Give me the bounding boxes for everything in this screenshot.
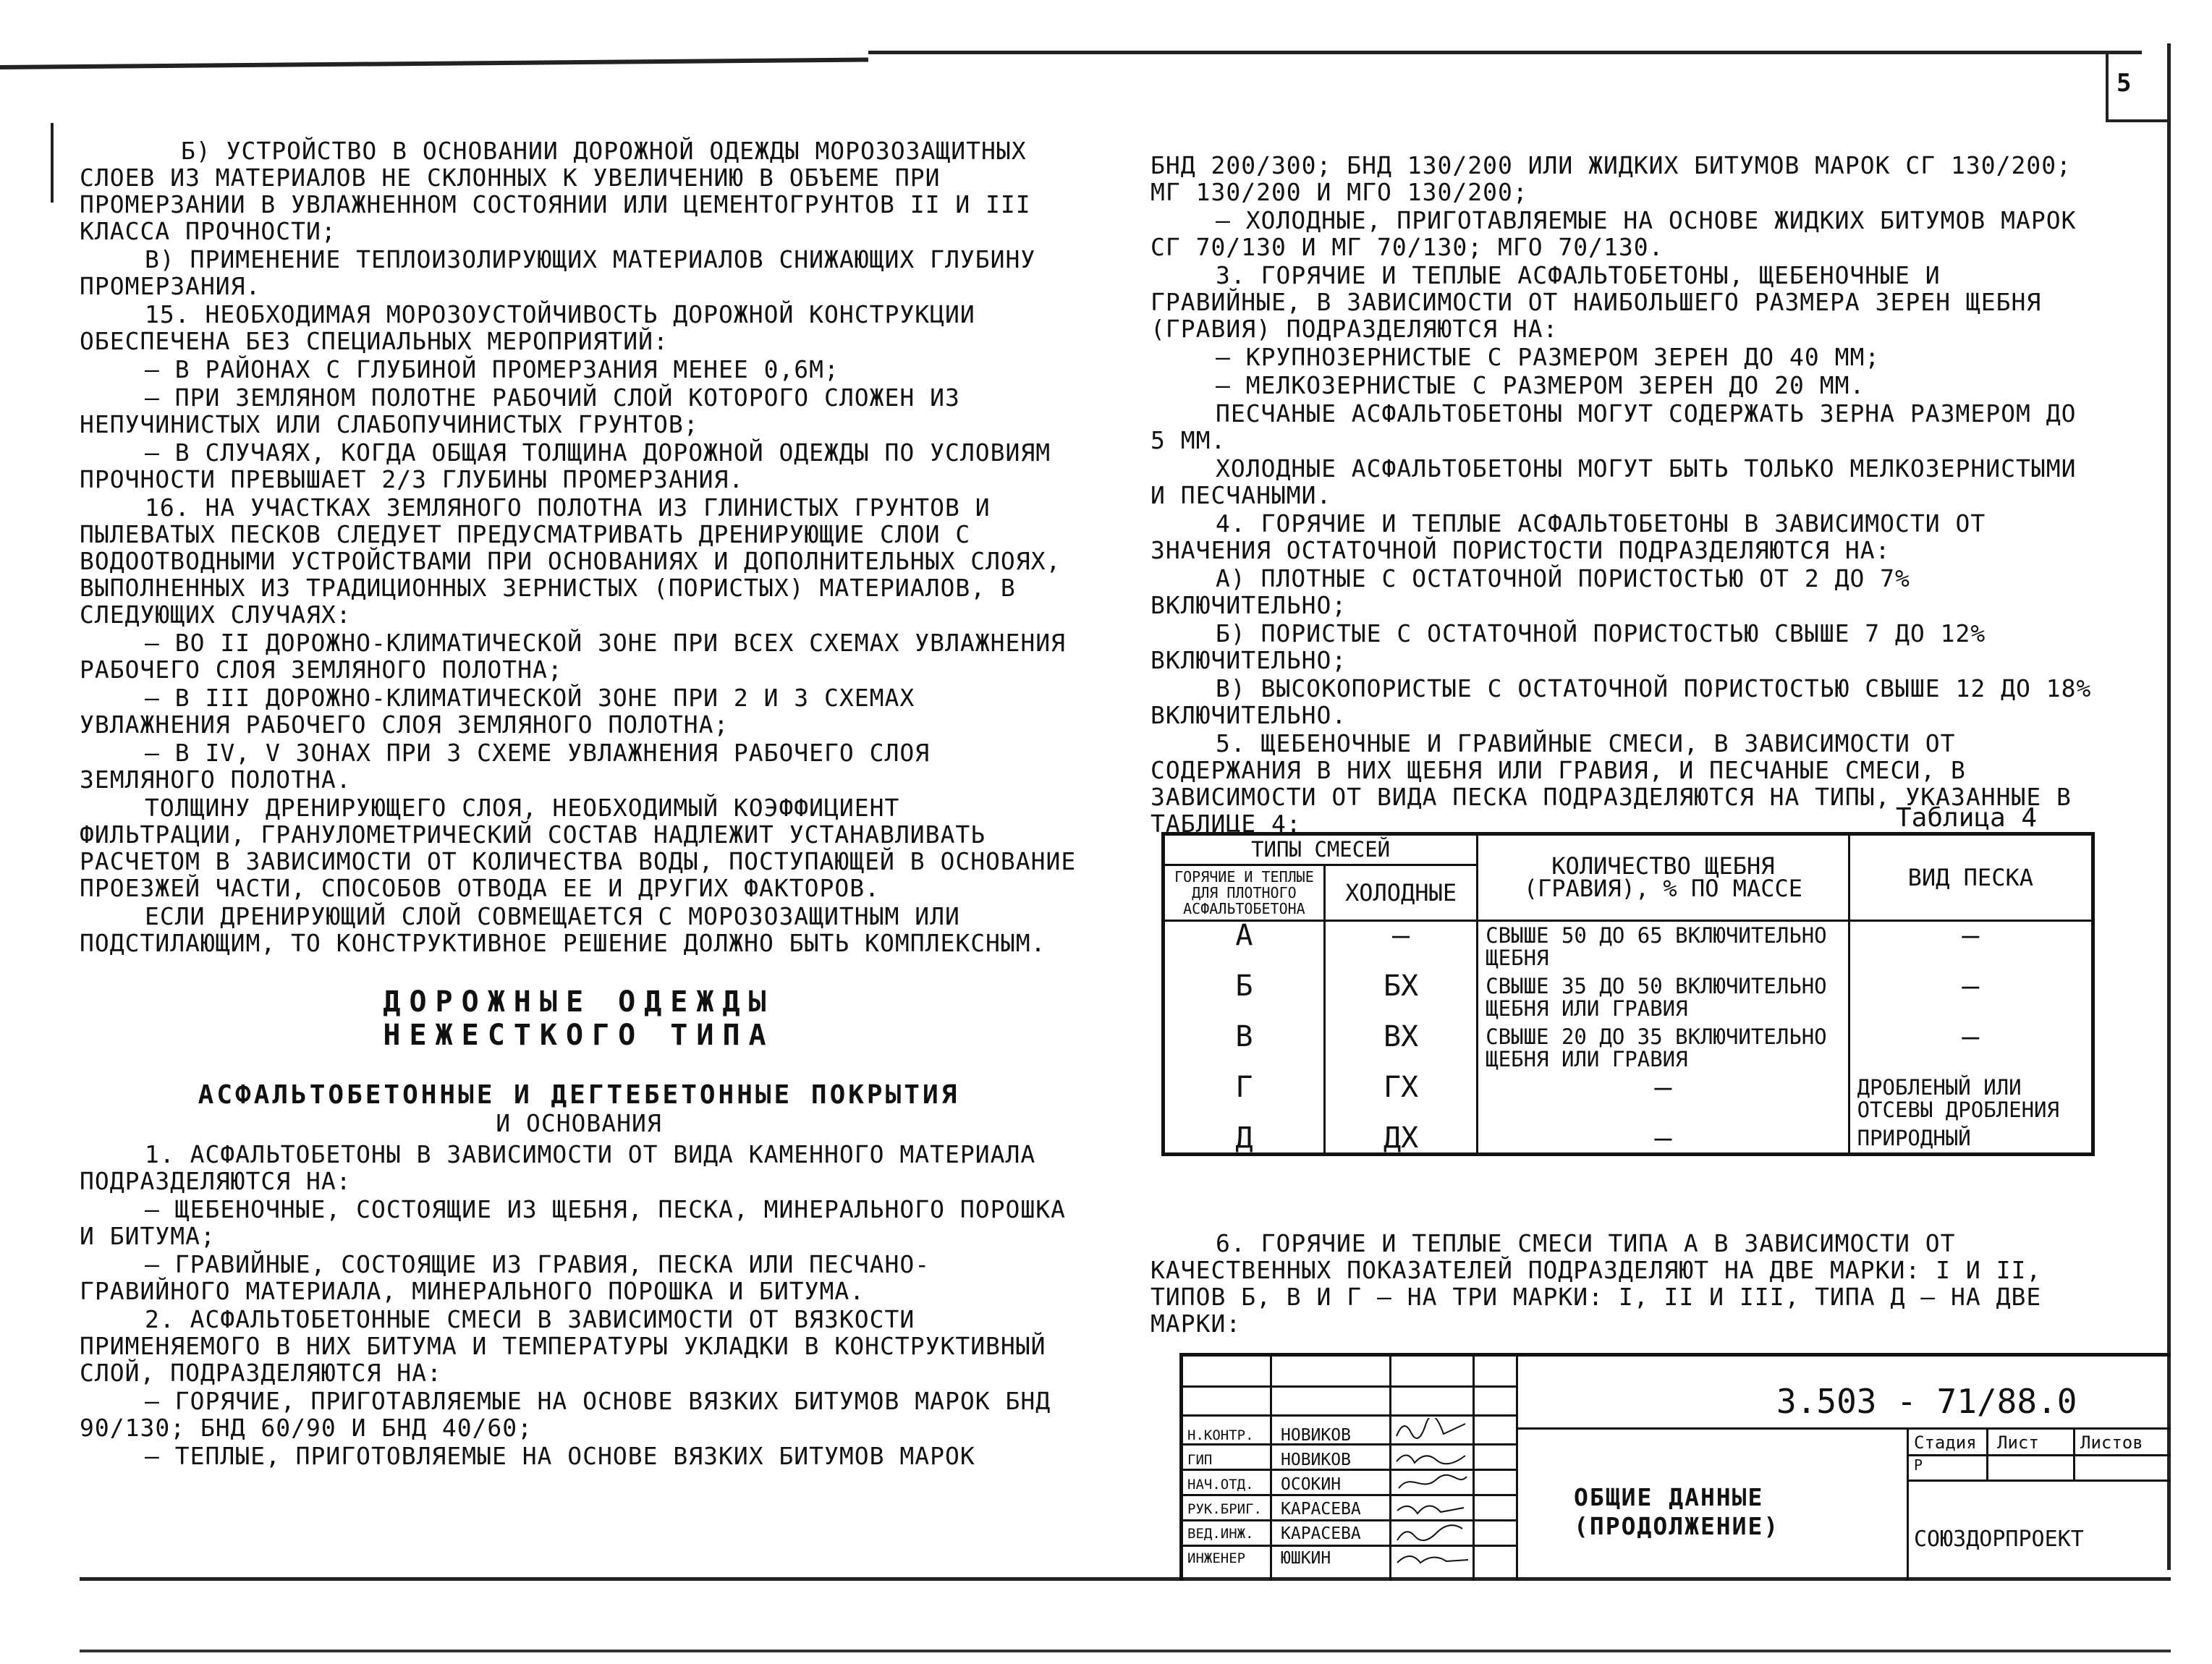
table-cell: — — [1849, 1023, 2093, 1074]
signature-icon — [1393, 1472, 1472, 1494]
paragraph: А) ПЛОТНЫЕ С ОСТАТОЧНОЙ ПОРИСТОСТЬЮ ОТ 2 ДО 7% ВКЛЮЧИТЕЛЬНО; — [1151, 564, 1910, 619]
table-cell: — — [1324, 921, 1477, 973]
table-header-hot: ГОРЯЧИЕ И ТЕПЛЫЕ ДЛЯ ПЛОТНОГО АСФАЛЬТОБЕТОНА — [1164, 865, 1325, 921]
stamp-role: РУК.БРИГ. — [1187, 1501, 1262, 1517]
paragraph: Б) УСТРОЙСТВО В ОСНОВАНИИ ДОРОЖНОЙ ОДЕЖДЫ МОРОЗОЗАЩИТНЫХ СЛОЕВ ИЗ МАТЕРИАЛОВ НЕ СКЛОННЫХ К УВЕЛИЧЕНИЮ В ОБЪЕМЕ ПРИ ПРОМЕРЗАНИИ В УВЛАЖНЕННОМ СОСТОЯНИИ ИЛИ ЦЕМЕНТОГРУНТОВ II И III КЛАССА ПРОЧНОСТИ; — [80, 137, 1031, 245]
organization-name: СОЮЗДОРПРОЕКТ — [1914, 1527, 2084, 1552]
paragraph: ЕСЛИ ДРЕНИРУЮЩИЙ СЛОЙ СОВМЕЩАЕТСЯ С МОРОЗОЗАЩИТНЫМ ИЛИ ПОДСТИЛАЮЩИМ, ТО КОНСТРУКТИВНОЕ РЕШЕНИЕ ДОЛЖНО БЫТЬ КОМПЛЕКСНЫМ. — [80, 902, 1046, 957]
paragraph: 6. ГОРЯЧИЕ И ТЕПЛЫЕ СМЕСИ ТИПА А В ЗАВИСИМОСТИ ОТ КАЧЕСТВЕННЫХ ПОКАЗАТЕЛЕЙ ПОДРАЗДЕЛЯЮТ НА ДВЕ МАРКИ: I И II, ТИПОВ Б, В И Г — НА ТРИ МАРКИ: I, II И III, ТИПА Д — НА ДВЕ МАРКИ: — [1151, 1229, 2042, 1338]
paragraph: 16. НА УЧАСТКАХ ЗЕМЛЯНОГО ПОЛОТНА ИЗ ГЛИНИСТЫХ ГРУНТОВ И ПЫЛЕВАТЫХ ПЕСКОВ СЛЕДУЕТ ПРЕДУСМАТРИВАТЬ ДРЕНИРУЮЩИЕ СЛОИ С ВОДООТВОДНЫМИ УСТРОЙСТВАМИ ПРИ ОСНОВАНИЯХ И ДОПОЛНИТЕЛЬНЫХ СЛОЯХ, ВЫПОЛНЕННЫХ ИЗ ТРАДИЦИОННЫХ ЗЕРНИСТЫХ (ПОРИСТЫХ) МАТЕРИАЛОВ, В СЛЕДУЮЩИХ СЛУЧАЯХ: — [80, 493, 1061, 629]
stamp-divider — [2073, 1427, 2075, 1480]
signature-icon — [1393, 1447, 1472, 1469]
table-cell: — — [1478, 1074, 1849, 1124]
table-header-group: ТИПЫ СМЕСЕЙ — [1164, 834, 1478, 865]
right-column — [1151, 152, 2098, 839]
document-title-line1: ОБЩИЕ ДАННЫЕ — [1574, 1483, 1764, 1511]
table-cell: Б — [1164, 972, 1325, 1023]
signature-icon — [1393, 1498, 1472, 1519]
page-number: 5 — [2116, 69, 2132, 98]
paragraph: В) ВЫСОКОПОРИСТЫЕ С ОСТАТОЧНОЙ ПОРИСТОСТЬЮ СВЫШЕ 12 ДО 18% ВКЛЮЧИТЕЛЬНО. — [1151, 674, 2092, 729]
sheet-header: Лист — [1997, 1432, 2039, 1453]
paragraph: — ХОЛОДНЫЕ, ПРИГОТАВЛЯЕМЫЕ НА ОСНОВЕ ЖИДКИХ БИТУМОВ МАРОК СГ 70/130 И МГ 70/130; МГО 70/130. — [1151, 206, 2077, 261]
paragraph: — ВО II ДОРОЖНО-КЛИМАТИЧЕСКОЙ ЗОНЕ ПРИ ВСЕХ СХЕМАХ УВЛАЖНЕНИЯ РАБОЧЕГО СЛОЯ ЗЕМЛЯНОГО ПОЛОТНА; — [80, 629, 1066, 684]
table-cell: СВЫШЕ 20 ДО 35 ВКЛЮЧИТЕЛЬНО ЩЕБНЯ ИЛИ ГРАВИЯ — [1478, 1023, 1849, 1074]
stamp-role: ВЕД.ИНЖ. — [1187, 1526, 1254, 1542]
table-cell: ПРИРОДНЫЙ — [1849, 1124, 2093, 1155]
section-heading-line2: НЕЖЕСТКОГО ТИПА — [383, 1019, 775, 1052]
stamp-divider — [1907, 1454, 2171, 1456]
table-cell: — — [1849, 972, 2093, 1023]
paragraph: — КРУПНОЗЕРНИСТЫЕ С РАЗМЕРОМ ЗЕРЕН ДО 40 ММ; — [1216, 343, 1881, 371]
stamp-role: ГИП — [1187, 1452, 1213, 1468]
stamp-divider — [1183, 1385, 1516, 1388]
paragraph: ХОЛОДНЫЕ АСФАЛЬТОБЕТОНЫ МОГУТ БЫТЬ ТОЛЬКО МЕЛКОЗЕРНИСТЫМИ И ПЕСЧАНЫМИ. — [1151, 454, 2077, 509]
table-header-cold: ХОЛОДНЫЕ — [1324, 865, 1477, 921]
paragraph: 15. НЕОБХОДИМАЯ МОРОЗОУСТОЙЧИВОСТЬ ДОРОЖНОЙ КОНСТРУКЦИИ ОБЕСПЕЧЕНА БЕЗ СПЕЦИАЛЬНЫХ МЕРОПРИЯТИЙ: — [80, 300, 975, 355]
mixtures-table — [1161, 832, 2095, 1156]
paragraph: — МЕЛКОЗЕРНИСТЫЕ С РАЗМЕРОМ ЗЕРЕН ДО 20 ММ. — [1216, 371, 1865, 399]
stamp-divider — [1183, 1545, 1516, 1547]
table-cell: ДРОБЛЕНЫЙ ИЛИ ОТСЕВЫ ДРОБЛЕНИЯ — [1849, 1074, 2093, 1124]
paragraph: 4. ГОРЯЧИЕ И ТЕПЛЫЕ АСФАЛЬТОБЕТОНЫ В ЗАВИСИМОСТИ ОТ ЗНАЧЕНИЯ ОСТАТОЧНОЙ ПОРИСТОСТИ ПОДРАЗДЕЛЯЮТСЯ НА: — [1151, 509, 1986, 564]
page-number-box — [2106, 51, 2170, 122]
paragraph: 2. АСФАЛЬТОБЕТОННЫЕ СМЕСИ В ЗАВИСИМОСТИ ОТ ВЯЗКОСТИ ПРИМЕНЯЕМОГО В НИХ БИТУМА И ТЕМПЕРАТУРЫ УКЛАДКИ В КОНСТРУКТИВНЫЙ СЛОЙ, ПОДРАЗДЕЛЯЮТСЯ НА: — [80, 1305, 1046, 1387]
stamp-name: ЮШКИН — [1281, 1549, 1331, 1568]
margin-mark — [51, 123, 54, 203]
stamp-role: НАЧ.ОТД. — [1187, 1477, 1254, 1493]
paragraph: ПЕСЧАНЫЕ АСФАЛЬТОБЕТОНЫ МОГУТ СОДЕРЖАТЬ ЗЕРНА РАЗМЕРОМ ДО 5 ММ. — [1151, 399, 2077, 454]
document-title — [1574, 1483, 1779, 1541]
signature-icon — [1393, 1418, 1472, 1440]
stamp-divider — [1986, 1427, 1988, 1480]
stamp-name: КАРАСЕВА — [1281, 1524, 1361, 1543]
left-column — [80, 137, 1078, 1471]
stamp-divider — [1183, 1519, 1516, 1521]
section-heading — [80, 985, 1078, 1052]
table-row — [1164, 1074, 2093, 1124]
paragraph: Б) ПОРИСТЫЕ С ОСТАТОЧНОЙ ПОРИСТОСТЬЮ СВЫШЕ 7 ДО 12% ВКЛЮЧИТЕЛЬНО; — [1151, 619, 1986, 674]
stamp-name: НОВИКОВ — [1281, 1426, 1351, 1445]
table-cell: ВХ — [1324, 1023, 1477, 1074]
table-title: Таблица 4 — [1896, 803, 2038, 833]
table-cell: ДХ — [1324, 1124, 1477, 1155]
paragraph: ТОЛЩИНУ ДРЕНИРУЮЩЕГО СЛОЯ, НЕОБХОДИМЫЙ КОЭФФИЦИЕНТ ФИЛЬТРАЦИИ, ГРАНУЛОМЕТРИЧЕСКИЙ СОСТАВ НАДЛЕЖИТ УСТАНАВЛИВАТЬ РАСЧЕТОМ В ЗАВИСИМОСТИ ОТ КОЛИЧЕСТВА ВОДЫ, ПОСТУПАЮЩЕЙ В ОСНОВАНИЕ ПРОЕЗЖЕЙ ЧАСТИ, СПОСОБОВ ОТВОДА ЕЕ И ДРУГИХ ФАКТОРОВ. — [80, 794, 1077, 902]
stamp-name: КАРАСЕВА — [1281, 1500, 1361, 1519]
stamp-divider — [1907, 1427, 1909, 1581]
stamp-divider — [1183, 1414, 1516, 1417]
paragraph: В) ПРИМЕНЕНИЕ ТЕПЛОИЗОЛИРУЮЩИХ МАТЕРИАЛОВ СНИЖАЮЩИХ ГЛУБИНУ ПРОМЕРЗАНИЯ. — [80, 245, 1036, 300]
paragraph: — ГОРЯЧИЕ, ПРИГОТАВЛЯЕМЫЕ НА ОСНОВЕ ВЯЗКИХ БИТУМОВ МАРОК БНД 90/130; БНД 60/90 И БНД 40/60; — [80, 1387, 1051, 1442]
paragraph: 3. ГОРЯЧИЕ И ТЕПЛЫЕ АСФАЛЬТОБЕТОНЫ, ЩЕБЕНОЧНЫЕ И ГРАВИЙНЫЕ, В ЗАВИСИМОСТИ ОТ НАИБОЛЬШЕГО РАЗМЕРА ЗЕРЕН ЩЕБНЯ (ГРАВИЯ) ПОДРАЗДЕЛЯЮТСЯ НА: — [1151, 261, 2042, 343]
paragraph: 1. АСФАЛЬТОБЕТОНЫ В ЗАВИСИМОСТИ ОТ ВИДА КАМЕННОГО МАТЕРИАЛА ПОДРАЗДЕЛЯЮТСЯ НА: — [80, 1140, 1036, 1195]
table-cell: В — [1164, 1023, 1325, 1074]
table-cell: Д — [1164, 1124, 1325, 1155]
signature-icon — [1393, 1523, 1472, 1545]
table-row — [1164, 1023, 2093, 1074]
stage-value: Р — [1914, 1456, 1923, 1474]
table-cell: СВЫШЕ 50 ДО 65 ВКЛЮЧИТЕЛЬНО ЩЕБНЯ — [1478, 921, 1849, 973]
stamp-name: ОСОКИН — [1281, 1475, 1342, 1494]
document-number: 3.503 - 71/88.0 — [1776, 1382, 2077, 1421]
sheets-header: Листов — [2080, 1432, 2143, 1453]
stamp-divider — [1516, 1357, 1518, 1581]
paragraph: — ГРАВИЙНЫЕ, СОСТОЯЩИЕ ИЗ ГРАВИЯ, ПЕСКА ИЛИ ПЕСЧАНО-ГРАВИЙНОГО МАТЕРИАЛА, МИНЕРАЛЬНОГО ПОРОШКА И БИТУМА. — [80, 1250, 931, 1305]
stamp-role: Н.КОНТР. — [1187, 1427, 1254, 1443]
paragraph: — В III ДОРОЖНО-КЛИМАТИЧЕСКОЙ ЗОНЕ ПРИ 2 И 3 СХЕМАХ УВЛАЖНЕНИЯ РАБОЧЕГО СЛОЯ ЗЕМЛЯНОГО ПОЛОТНА; — [80, 684, 915, 739]
stamp-divider — [1183, 1494, 1516, 1496]
paragraph: БНД 200/300; БНД 130/200 ИЛИ ЖИДКИХ БИТУМОВ МАРОК СГ 130/200; МГ 130/200 И МГО 130/200; — [1151, 151, 2072, 206]
document-title-line2: (ПРОДОЛЖЕНИЕ) — [1574, 1512, 1780, 1540]
paragraph: — ТЕПЛЫЕ, ПРИГОТОВЛЯЕМЫЕ НА ОСНОВЕ ВЯЗКИХ БИТУМОВ МАРОК — [145, 1442, 975, 1470]
stamp-role: ИНЖЕНЕР — [1187, 1550, 1246, 1566]
table-cell: — — [1478, 1124, 1849, 1155]
table-row — [1164, 1124, 2093, 1155]
table-cell: Г — [1164, 1074, 1325, 1124]
table-row — [1164, 921, 2093, 973]
paragraph: — В СЛУЧАЯХ, КОГДА ОБЩАЯ ТОЛЩИНА ДОРОЖНОЙ ОДЕЖДЫ ПО УСЛОВИЯМ ПРОЧНОСТИ ПРЕВЫШАЕТ 2/3 ГЛУБИНЫ ПРОМЕРЗАНИЯ. — [80, 438, 1051, 493]
table-cell: А — [1164, 921, 1325, 973]
table-row — [1164, 972, 2093, 1023]
frame-right-line — [2167, 43, 2171, 1570]
section-heading-line1: ДОРОЖНЫЕ ОДЕЖДЫ — [383, 985, 775, 1019]
subsection-heading: АСФАЛЬТОБЕТОННЫЕ И ДЕГТЕБЕТОННЫЕ ПОКРЫТИЯ — [198, 1080, 960, 1110]
paragraph: 5. ЩЕБЕНОЧНЫЕ И ГРАВИЙНЫЕ СМЕСИ, В ЗАВИСИМОСТИ ОТ СОДЕРЖАНИЯ В НИХ ЩЕБНЯ ИЛИ ГРАВИЯ, И ПЕСЧАНЫЕ СМЕСИ, В ЗАВИСИМОСТИ ОТ ВИДА ПЕСКА ПОДРАЗДЕЛЯЮТСЯ НА ТИПЫ, УКАЗАННЫЕ В ТАБЛИЦЕ 4: — [1151, 729, 2072, 838]
paragraph: — В РАЙОНАХ С ГЛУБИНОЙ ПРОМЕРЗАНИЯ МЕНЕЕ 0,6М; — [145, 355, 839, 383]
stamp-name: НОВИКОВ — [1281, 1451, 1351, 1469]
subsection-heading-line2: И ОСНОВАНИЯ — [496, 1109, 662, 1137]
table-header-amount: КОЛИЧЕСТВО ЩЕБНЯ (ГРАВИЯ), % ПО МАССЕ — [1478, 834, 1849, 921]
frame-top-line-right — [868, 51, 2142, 54]
paragraph: — ЩЕБЕНОЧНЫЕ, СОСТОЯЩИЕ ИЗ ЩЕБНЯ, ПЕСКА, МИНЕРАЛЬНОГО ПОРОШКА И БИТУМА; — [80, 1195, 1066, 1250]
title-block — [1179, 1353, 2171, 1581]
table-cell: СВЫШЕ 35 ДО 50 ВКЛЮЧИТЕЛЬНО ЩЕБНЯ ИЛИ ГРАВИЯ — [1478, 972, 1849, 1023]
frame-bottom-line-outer — [80, 1650, 2171, 1652]
signature-icon — [1393, 1548, 1472, 1570]
paragraph: — В IV, V ЗОНАХ ПРИ 3 СХЕМЕ УВЛАЖНЕНИЯ РАБОЧЕГО СЛОЯ ЗЕМЛЯНОГО ПОЛОТНА. — [80, 739, 931, 794]
table-cell: — — [1849, 921, 2093, 973]
frame-top-line — [0, 58, 868, 69]
table-cell: ГХ — [1324, 1074, 1477, 1124]
table-header-sand: ВИД ПЕСКА — [1849, 834, 2093, 921]
paragraph: — ПРИ ЗЕМЛЯНОМ ПОЛОТНЕ РАБОЧИЙ СЛОЙ КОТОРОГО СЛОЖЕН ИЗ НЕПУЧИНИСТЫХ ИЛИ СЛАБОПУЧИНИСТЫХ ГРУНТОВ; — [80, 383, 960, 438]
stamp-divider — [1907, 1480, 2171, 1482]
stage-header: Стадия — [1914, 1432, 1977, 1453]
table-cell: БХ — [1324, 972, 1477, 1023]
